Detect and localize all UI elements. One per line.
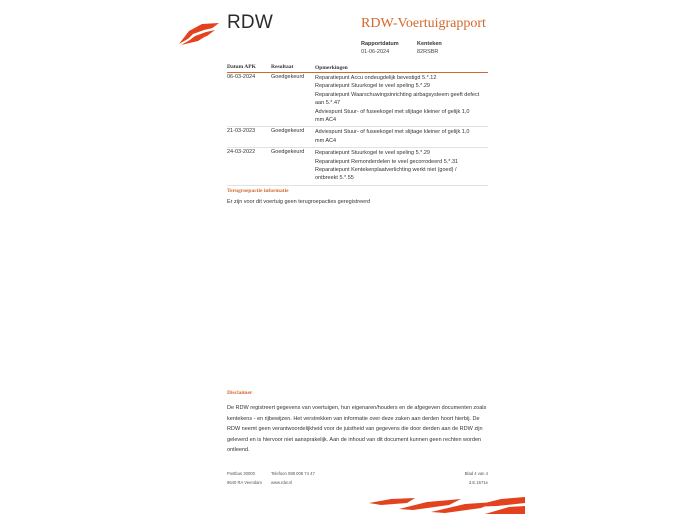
- footer-page-info: [440, 469, 488, 487]
- disclaimer-text: [227, 403, 497, 456]
- table-header: [227, 64, 488, 73]
- disclaimer-line: geleverd en is hiervoor niet aansprakelijk. Aan de inhoud van dit document kunnen geen rechten worden: [227, 436, 482, 443]
- note-line: Adviespunt Stuur- of fuseekogel met slijtage kleiner of gelijk 1,0: [315, 108, 470, 115]
- note-line: Reparatiepunt Accu ondeugdelijk bevestigd 5.*.12: [315, 75, 437, 81]
- page-number: Blad 4 van 4: [464, 471, 488, 476]
- footer-phone: Telefoon 088 008 74 47: [271, 471, 315, 476]
- note-line: Reparatiepunt Stuurkogel te veel speling 5.*.29: [315, 83, 430, 90]
- disclaimer-line: kentekens - en rijbewijzen. Het verstrekken van informatie over deze zaken aan derden hoort hierbij. De: [227, 415, 480, 422]
- disclaimer-line: ontleend.: [227, 447, 250, 454]
- col-date-header: Datum APK: [227, 64, 256, 70]
- recall-title: Terugroepactie informatie: [227, 188, 289, 194]
- col-result-header: Resultaat: [271, 64, 294, 70]
- note-line: ontbreekt 5.*.55: [315, 175, 354, 182]
- row-result: Goedgekeurd: [271, 74, 305, 80]
- apk-table: [227, 64, 488, 186]
- report-date-value: 01-06-2024: [361, 49, 390, 55]
- footer-contact: [271, 469, 315, 487]
- brand-name: RDW: [227, 12, 273, 33]
- report-date-block: [361, 40, 399, 56]
- report-date-label: Rapportdatum: [361, 41, 399, 47]
- row-notes: [315, 128, 488, 145]
- note-line: Reparatiepunt Kentekenplaatverlichting werkt niet (goed) /: [315, 167, 457, 174]
- table-row: [227, 148, 488, 186]
- note-line: mm AC4: [315, 117, 337, 124]
- footer-city: 9640 RA Veendam: [227, 480, 262, 485]
- rdw-logo-icon: [178, 22, 220, 46]
- plate-block: [417, 40, 442, 56]
- note-line: mm AC4: [315, 137, 337, 144]
- footer-address: [227, 469, 262, 487]
- row-notes: [315, 74, 488, 124]
- row-result: Goedgekeurd: [271, 149, 305, 156]
- note-line: Reparatiepunt Stuurkogel te veel speling 5.*.29: [315, 150, 430, 157]
- plate-value: 82RSBR: [417, 49, 439, 55]
- plate-label: Kenteken: [417, 41, 442, 47]
- row-notes: [315, 149, 488, 183]
- row-result: Goedgekeurd: [271, 128, 305, 135]
- recall-text: Er zijn voor dit voertuig geen terugroepacties geregistreerd: [227, 199, 371, 205]
- row-date: 06-03-2024: [227, 74, 256, 80]
- row-date: 21-03-2023: [227, 128, 256, 135]
- document-code: 3.E.1571e: [468, 480, 488, 485]
- decorative-stripes-icon: [369, 495, 525, 514]
- note-line: aan 5.*.47: [315, 100, 341, 107]
- page-title: RDW-Voertuigrapport: [361, 16, 486, 31]
- col-notes-header: Opmerkingen: [315, 65, 348, 71]
- note-line: Reparatiepunt Waarschuwingsinrichting airbagsysteem geeft defect: [315, 91, 480, 98]
- note-line: Adviespunt Stuur- of fuseekogel met slijtage kleiner of gelijk 1,0: [315, 129, 470, 136]
- disclaimer-line: De RDW registreert gegevens van voertuigen, hun eigenaren/houders en de afgegeven documenten zoals: [227, 405, 487, 411]
- table-row: [227, 127, 488, 148]
- footer-web: www.rdw.nl: [271, 480, 292, 485]
- row-date: 24-03-2022: [227, 149, 256, 156]
- disclaimer-line: RDW neemt geen verantwoordelijkheid voor de juistheid van gegevens die door derden aan de RDW zijn: [227, 426, 483, 433]
- disclaimer-title: Disclaimer: [227, 390, 253, 396]
- note-line: Reparatiepunt Remonderdelen te veel gecorrodeerd 5.*.31: [315, 158, 459, 165]
- footer-postbus: Postbus 30000: [227, 471, 255, 476]
- table-row: [227, 73, 488, 127]
